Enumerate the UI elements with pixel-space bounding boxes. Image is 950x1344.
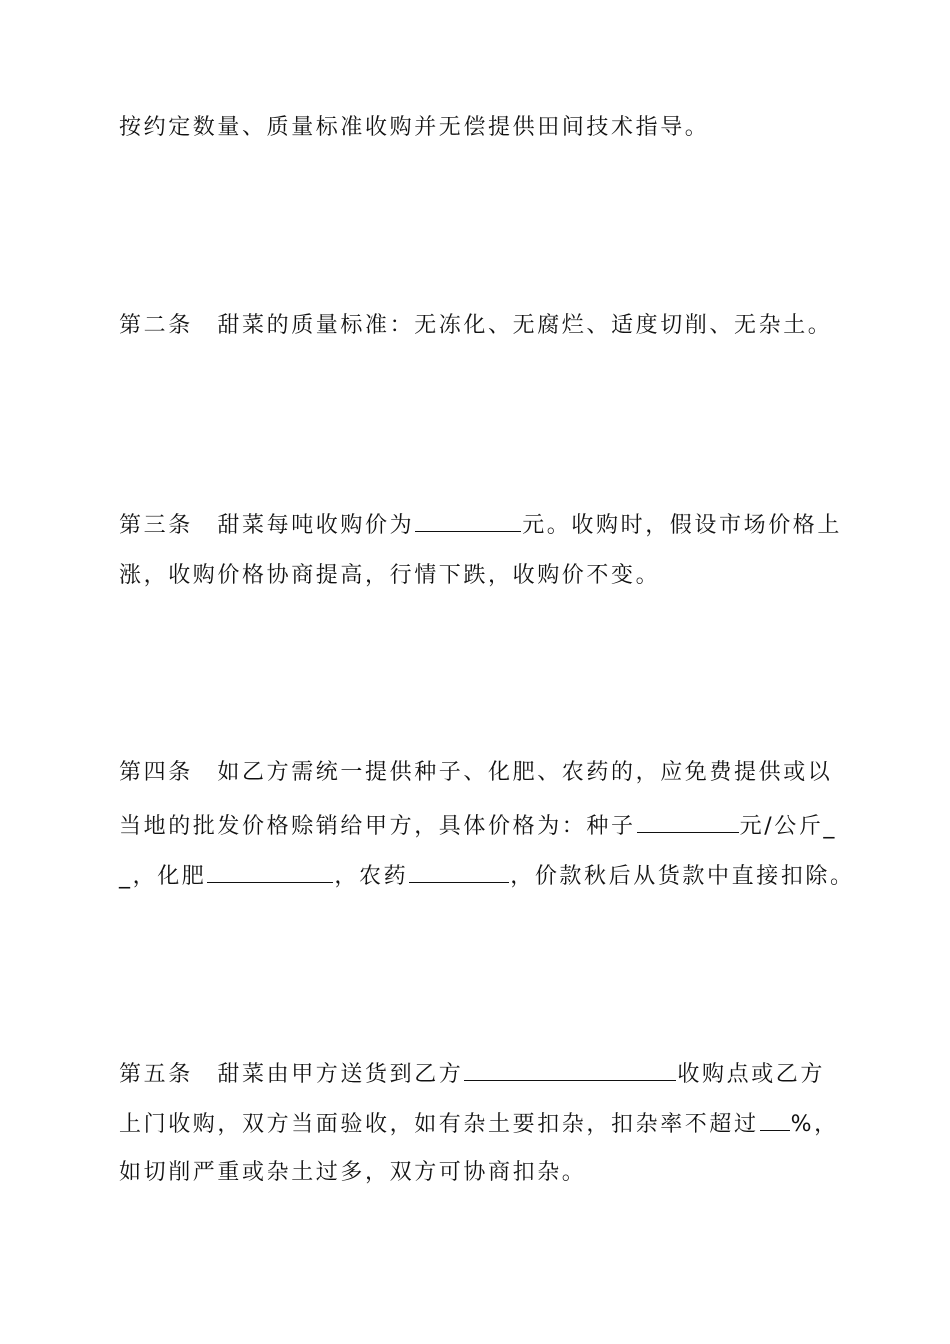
article-3-line-2: 涨，收购价格协商提高，行情下跌，收购价不变。 (119, 563, 661, 588)
article-4-line-3 (119, 860, 855, 892)
article-4-line-2 (119, 810, 838, 842)
article-2-line-1: 第二条 甜菜的质量标准：无冻化、无腐烂、适度切削、无杂土。 (119, 313, 833, 338)
pesticide-price-blank (409, 860, 509, 883)
article-4-line-1: 第四条 如乙方需统一提供种子、化肥、农药的，应免费提供或以 (119, 760, 833, 785)
article-5-text-c: 上门收购，双方当面验收，如有杂土要扣杂，扣杂率不超过 (119, 1112, 759, 1137)
article-5-text-a: 第五条 甜菜由甲方送货到乙方 (119, 1062, 464, 1087)
seed-price-blank (637, 810, 739, 833)
article-3-text-b: 元。收购时，假设市场价格上 (522, 513, 843, 538)
article-3-line-1 (119, 509, 843, 541)
purchase-point-blank (464, 1058, 676, 1081)
article-4-text-a: 当地的批发价格赊销给甲方，具体价格为：种子 (119, 814, 636, 839)
price-per-ton-blank (415, 509, 521, 532)
article-5-line-2 (119, 1108, 839, 1140)
article-5-text-b: 收购点或乙方 (677, 1062, 826, 1087)
article-4-text-d: ，农药 (334, 864, 409, 889)
article-4-text-e: ，价款秋后从货款中直接扣除。 (510, 864, 855, 889)
article-3-text-a: 第三条 甜菜每吨收购价为 (119, 513, 415, 538)
deduction-rate-blank (760, 1108, 790, 1131)
fertilizer-price-blank (207, 860, 333, 883)
article-4-text-c: _，化肥 (119, 864, 207, 889)
article-5-text-d: %， (790, 1112, 839, 1137)
article-5-line-1 (119, 1058, 835, 1090)
article-4-text-b: 元/公斤_ (739, 814, 838, 839)
paragraph-1-line-1: 按约定数量、质量标准收购并无偿提供田间技术指导。 (119, 115, 710, 140)
article-5-line-3: 如切削严重或杂土过多，双方可协商扣杂。 (119, 1160, 587, 1185)
